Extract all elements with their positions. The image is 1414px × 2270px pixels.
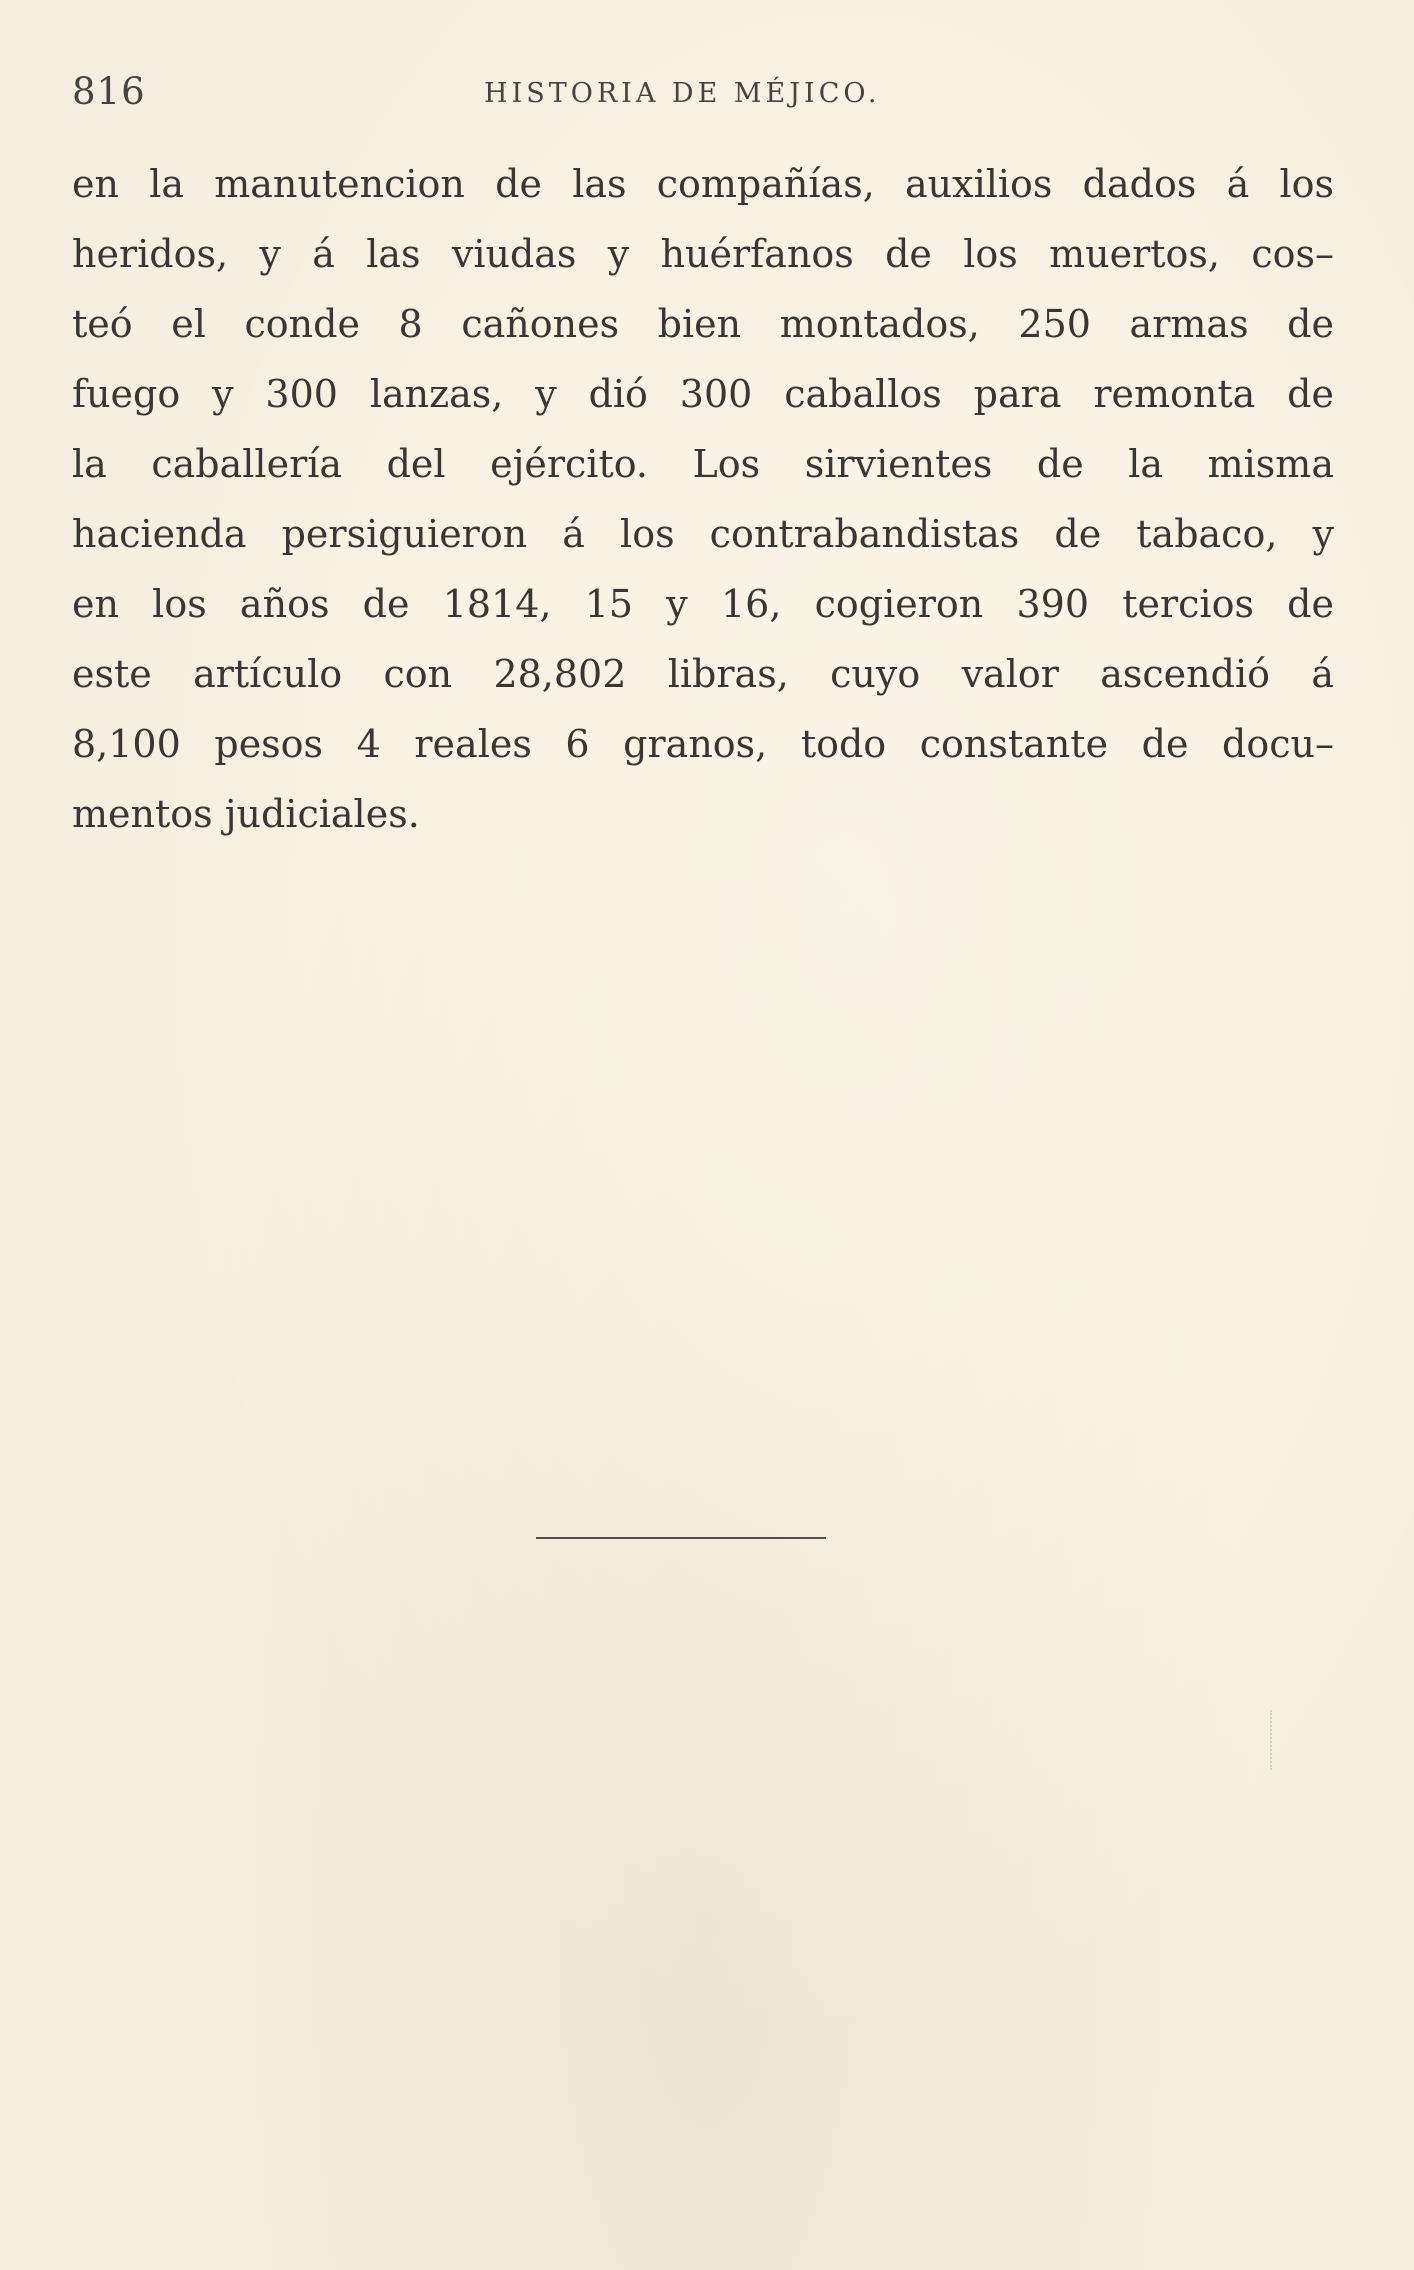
page-number: 816 [72,70,146,113]
section-divider-rule [536,1537,826,1539]
running-header [72,70,1322,120]
text-line: la caballería del ejército. Los sirvientes de la misma [72,442,1334,486]
body-paragraph [72,149,1334,849]
text-line: en la manutencion de las compañías, auxilios dados á los [72,162,1334,206]
page-blemish [1270,1710,1280,1770]
text-line: heridos, y á las viudas y huérfanos de los muertos, cos– [72,232,1334,276]
text-line: en los años de 1814, 15 y 16, cogieron 390 tercios de [72,582,1334,626]
text-line: teó el conde 8 cañones bien montados, 250 armas de [72,302,1334,346]
text-line: hacienda persiguieron á los contrabandistas de tabaco, y [72,512,1334,556]
text-line: este artículo con 28,802 libras, cuyo valor ascendió á [72,652,1334,696]
text-line: mentos judiciales. [72,792,420,836]
text-line: 8,100 pesos 4 reales 6 granos, todo constante de docu– [72,722,1334,766]
running-title: HISTORIA DE MÉJICO. [484,78,881,109]
text-line: fuego y 300 lanzas, y dió 300 caballos para remonta de [72,372,1334,416]
